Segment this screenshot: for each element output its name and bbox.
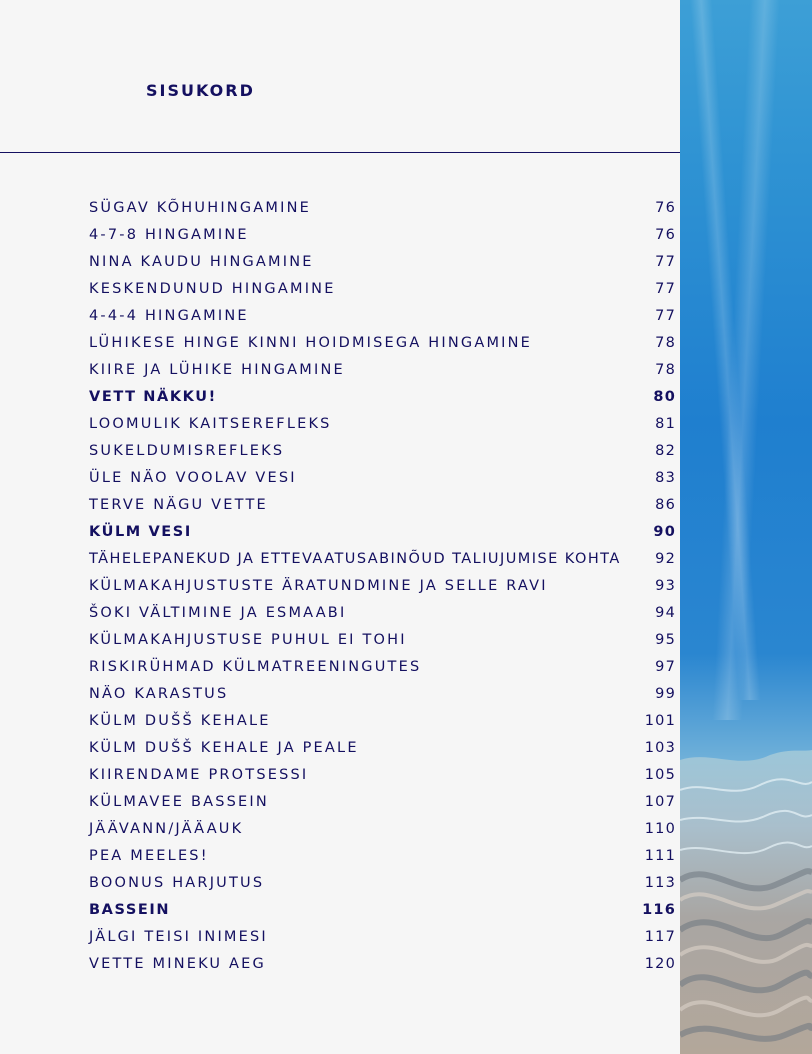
toc-entry[interactable]: [89, 439, 676, 466]
toc-entry-page-number: 83: [655, 470, 676, 486]
toc-entry-page-number: 94: [655, 605, 676, 621]
toc-entry-page-number: 76: [655, 200, 676, 216]
toc-section-heading[interactable]: [89, 898, 676, 925]
toc-entry-page-number: 77: [655, 254, 676, 270]
toc-entry-label: KÜLMAVEE BASSEIN: [89, 794, 269, 810]
toc-entry-label: SÜGAV KÕHUHINGAMINE: [89, 200, 311, 216]
toc-entry-page-number: 78: [655, 362, 676, 378]
toc-entry[interactable]: [89, 628, 676, 655]
toc-entry-page-number: 93: [655, 578, 676, 594]
toc-entry[interactable]: [89, 358, 676, 385]
toc-entry[interactable]: [89, 844, 676, 871]
toc-entry[interactable]: [89, 331, 676, 358]
toc-entry-label: KÜLM DUŠŠ KEHALE JA PEALE: [89, 740, 359, 756]
toc-entry-page-number: 82: [655, 443, 676, 459]
toc-entry-label: ÜLE NÄO VOOLAV VESI: [89, 470, 297, 486]
toc-entry-label: KESKENDUNUD HINGAMINE: [89, 281, 336, 297]
toc-entry-label: NÄO KARASTUS: [89, 686, 229, 702]
underwater-sand-photo: [680, 0, 812, 1054]
toc-entry-page-number: 76: [655, 227, 676, 243]
toc-entry[interactable]: [89, 790, 676, 817]
toc-entry-page-number: 107: [644, 794, 676, 810]
toc-entry-label: SUKELDUMISREFLEKS: [89, 443, 285, 459]
toc-entry[interactable]: [89, 574, 676, 601]
toc-entry-label: TERVE NÄGU VETTE: [89, 497, 268, 513]
toc-entry[interactable]: [89, 412, 676, 439]
toc-entry-label: KIIRE JA LÜHIKE HINGAMINE: [89, 362, 345, 378]
toc-entry-page-number: 81: [655, 416, 676, 432]
toc-entry-label: ŠOKI VÄLTIMINE JA ESMAABI: [89, 605, 347, 621]
toc-entry-label: 4-4-4 HINGAMINE: [89, 308, 249, 324]
toc-entry-label: BASSEIN: [89, 902, 171, 918]
toc-entry[interactable]: [89, 682, 676, 709]
toc-entry-page-number: 116: [642, 902, 676, 918]
title-divider: [0, 152, 680, 153]
toc-entry-label: VETTE MINEKU AEG: [89, 956, 266, 972]
toc-section-heading[interactable]: [89, 520, 676, 547]
toc-entry-page-number: 113: [644, 875, 676, 891]
toc-entry-label: JÄÄVANN/JÄÄAUK: [89, 821, 244, 837]
toc-entry[interactable]: [89, 466, 676, 493]
toc-entry-label: LOOMULIK KAITSEREFLEKS: [89, 416, 332, 432]
toc-entry[interactable]: [89, 223, 676, 250]
toc-entry-page-number: 78: [655, 335, 676, 351]
toc-entry-page-number: 110: [644, 821, 676, 837]
toc-entry-page-number: 111: [644, 848, 676, 864]
toc-entry[interactable]: [89, 304, 676, 331]
toc-entry[interactable]: [89, 250, 676, 277]
toc-entry-label: JÄLGI TEISI INIMESI: [89, 929, 268, 945]
toc-section-heading[interactable]: [89, 385, 676, 412]
toc-entry-page-number: 77: [655, 308, 676, 324]
toc-entry-label: 4-7-8 HINGAMINE: [89, 227, 249, 243]
toc-entry-page-number: 117: [644, 929, 676, 945]
toc-entry-page-number: 92: [655, 551, 676, 567]
toc-entry[interactable]: [89, 736, 676, 763]
toc-entry[interactable]: [89, 763, 676, 790]
toc-entry-label: KÜLMAKAHJUSTUSE PUHUL EI TOHI: [89, 632, 407, 648]
toc-entry[interactable]: [89, 655, 676, 682]
toc-entry-page-number: 77: [655, 281, 676, 297]
toc-entry[interactable]: [89, 952, 676, 979]
toc-entry[interactable]: [89, 601, 676, 628]
toc-entry-label: TÄHELEPANEKUD JA ETTEVAATUSABINÕUD TALIUJUMISE KOHTA: [89, 551, 621, 567]
toc-entry-page-number: 95: [655, 632, 676, 648]
toc-entry-label: BOONUS HARJUTUS: [89, 875, 265, 891]
toc-entry[interactable]: [89, 493, 676, 520]
toc-entry-page-number: 86: [655, 497, 676, 513]
toc-entry-page-number: 99: [655, 686, 676, 702]
toc-entry-page-number: 97: [655, 659, 676, 675]
toc-entry[interactable]: [89, 925, 676, 952]
toc-entry-page-number: 105: [644, 767, 676, 783]
toc-entry[interactable]: [89, 277, 676, 304]
toc-entry-page-number: 90: [653, 524, 676, 540]
toc-entry-label: LÜHIKESE HINGE KINNI HOIDMISEGA HINGAMINE: [89, 335, 533, 351]
toc-entry[interactable]: [89, 709, 676, 736]
toc-entry-label: RISKIRÜHMAD KÜLMATREENINGUTES: [89, 659, 422, 675]
toc-entry-page-number: 101: [644, 713, 676, 729]
toc-entry-page-number: 80: [653, 389, 676, 405]
toc-entry-label: KÜLM VESI: [89, 524, 192, 540]
toc-entry[interactable]: [89, 547, 676, 574]
page-title: SISUKORD: [146, 81, 255, 100]
toc-entry-label: KÜLM DUŠŠ KEHALE: [89, 713, 271, 729]
table-of-contents: [89, 196, 676, 979]
toc-entry-label: KIIRENDAME PROTSESSI: [89, 767, 309, 783]
toc-entry-page-number: 103: [644, 740, 676, 756]
toc-entry[interactable]: [89, 196, 676, 223]
toc-entry-label: KÜLMAKAHJUSTUSTE ÄRATUNDMINE JA SELLE RAVI: [89, 578, 548, 594]
toc-entry-label: PEA MEELES!: [89, 848, 209, 864]
toc-entry[interactable]: [89, 817, 676, 844]
toc-entry-label: VETT NÄKKU!: [89, 389, 217, 405]
toc-entry-page-number: 120: [644, 956, 676, 972]
toc-entry[interactable]: [89, 871, 676, 898]
toc-entry-label: NINA KAUDU HINGAMINE: [89, 254, 314, 270]
